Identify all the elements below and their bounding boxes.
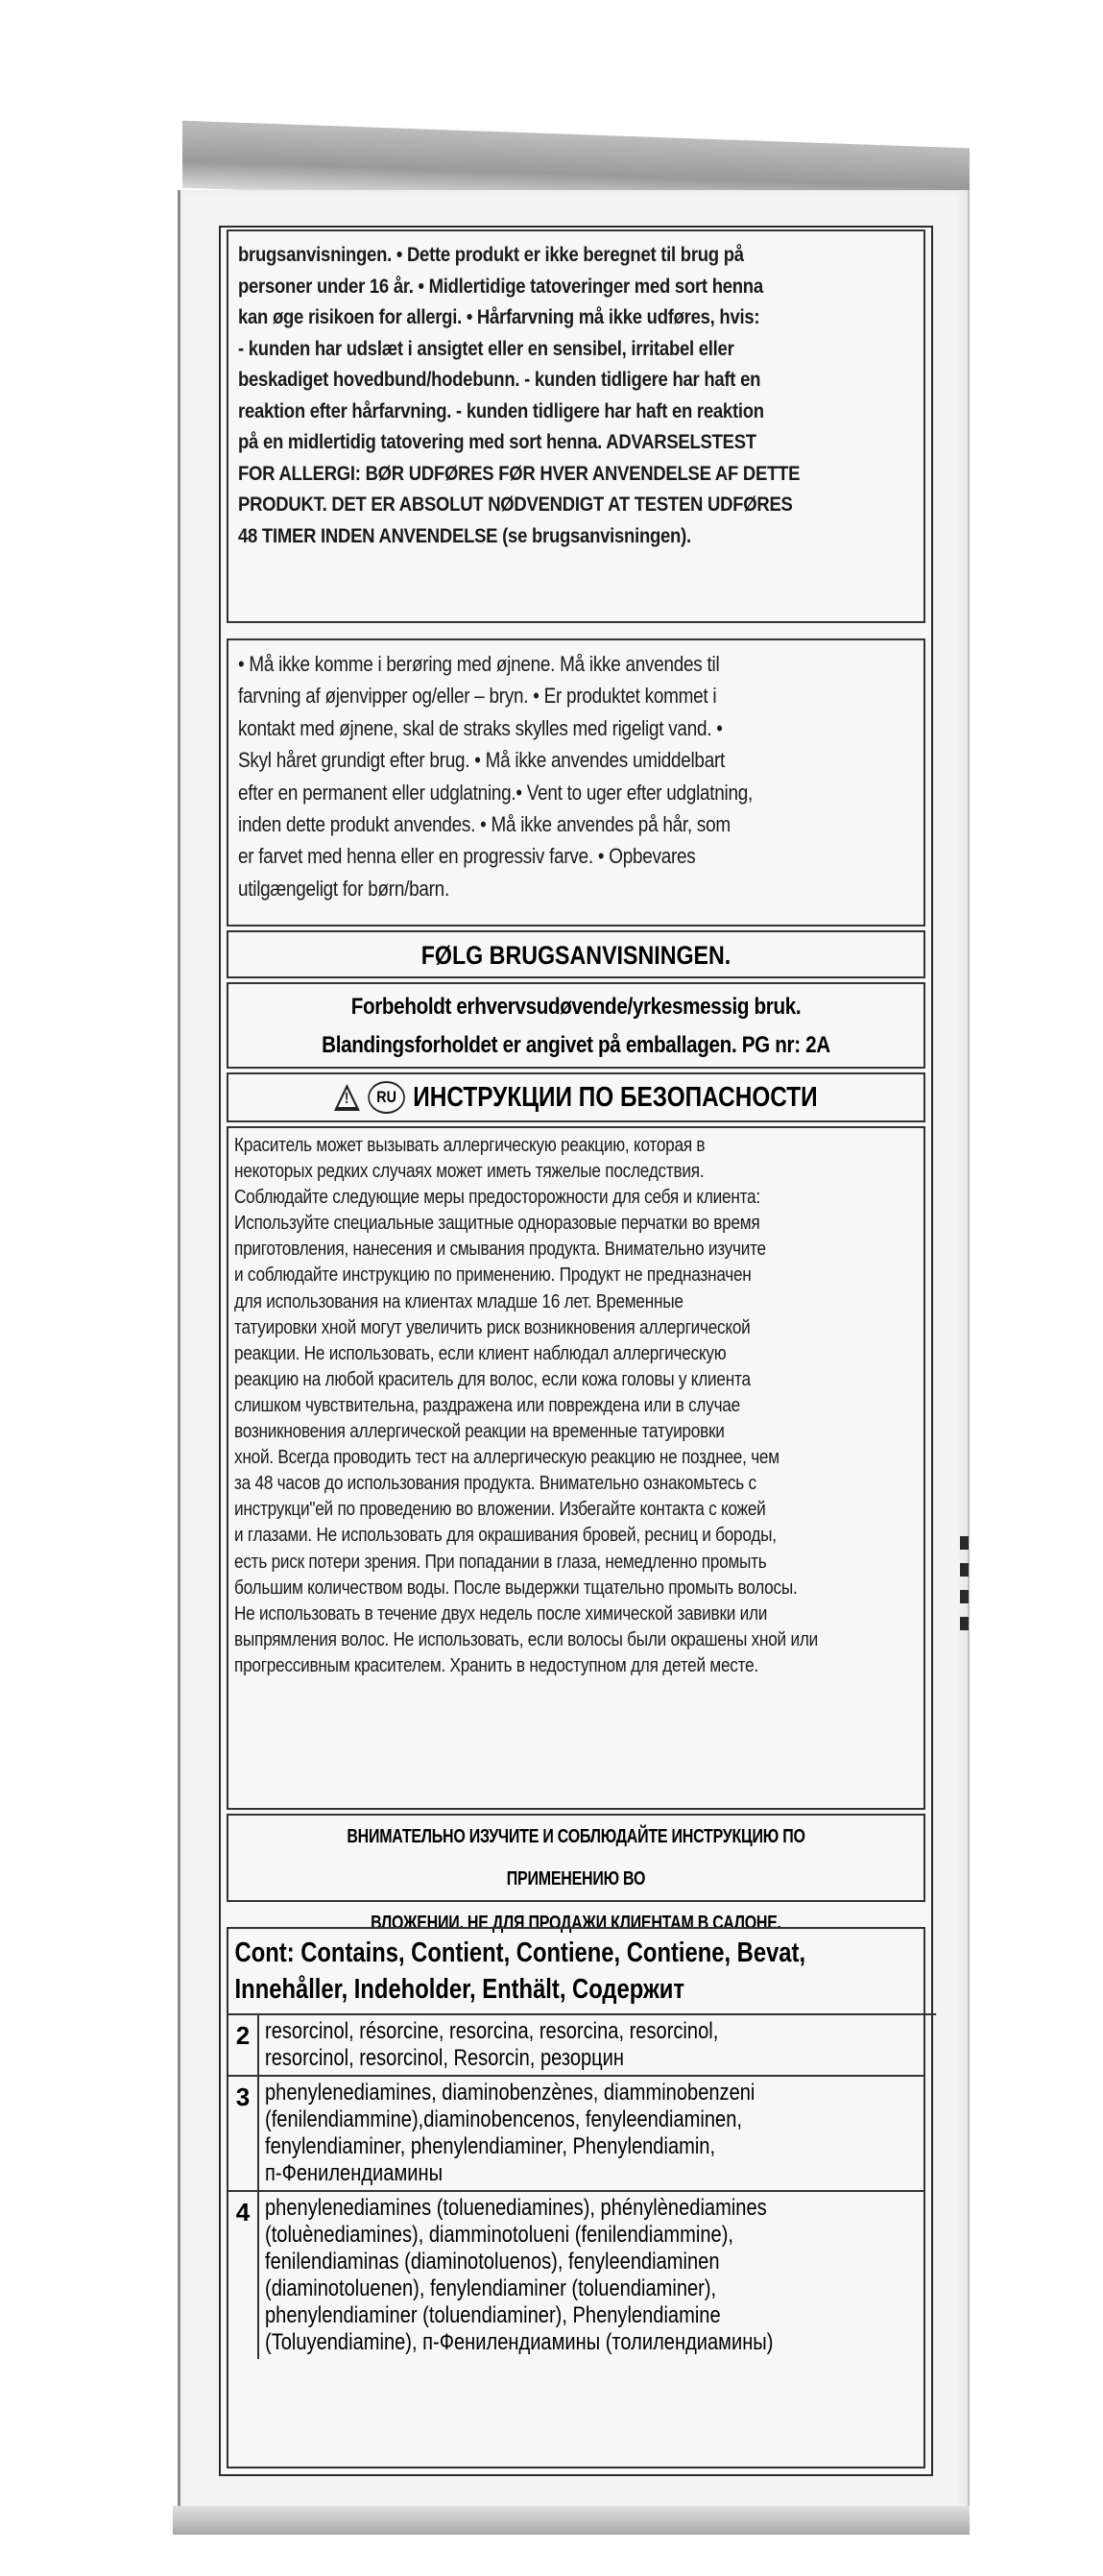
ru-header-section — [227, 1072, 925, 1122]
ingredient-line: (fenilendiammine),diaminobencenos, fenyleendiaminen, — [265, 2107, 742, 2132]
box-bottom-edge — [173, 2506, 970, 2535]
text-line: - kunden har udslæt i ansigtet eller en sensibel, irritabel eller — [238, 336, 734, 360]
table-row — [228, 2077, 923, 2192]
text-line: er farvet med henna eller en progressiv farve. • Opbevares — [238, 844, 696, 869]
text-line: farvning af øjenvipper og/eller – bryn. • Er produktet kommet i — [238, 684, 717, 709]
text-line: татуировки хной могут увеличить риск возникновения аллергической — [234, 1315, 751, 1338]
ru-safety-title: ИНСТРУКЦИИ ПО БЕЗОПАСНОСТИ — [413, 1081, 818, 1113]
text-line: beskadiget hovedbund/hodebunn. - kunden tidligere har haft en — [238, 368, 761, 391]
text-line: kontakt med øjnene, skal de straks skylles med rigeligt vand. • — [238, 715, 723, 740]
ru-notice-line-1: ВНИМАТЕЛЬНО ИЗУЧИТЕ И СОБЛЮДАЙТЕ ИНСТРУКЦИЮ ПО ПРИМЕНЕНИЮ ВО — [347, 1826, 805, 1890]
text-line: reaktion efter hårfarvning. - kunden tidligere har haft en reaktion — [238, 398, 764, 422]
follow-instructions-heading: FØLG BRUGSANVISNINGEN. — [420, 941, 731, 970]
text-line: Skyl håret grundigt efter brug. • Må ikke anvendes umiddelbart — [238, 748, 726, 773]
table-row — [228, 2015, 923, 2077]
text-line: personer under 16 år. • Midlertidige tatoveringer med sort henna — [238, 274, 763, 298]
text-line: и глазами. Не использовать для окрашивания бровей, ресниц и бороды, — [234, 1524, 777, 1547]
text-line: инструкци"ей по проведению во вложении. Избегайте контакта с кожей — [234, 1498, 766, 1521]
text-line: большим количеством воды. После выдержки тщательно промыть волосы. — [234, 1576, 798, 1599]
text-line: для использования на клиентах младше 16 лет. Временные — [234, 1289, 683, 1312]
text-line: FOR ALLERGI: BØR UDFØRES FØR HVER ANVENDELSE AF DETTE — [238, 461, 801, 485]
contents-table — [227, 1927, 925, 2468]
professional-line-2: Blandingsforholdet er angivet på emballagen. PG nr: 2A — [322, 1032, 830, 1058]
ingredient-line: resorcinol, resorcinol, Resorcin, резорцин — [265, 2045, 625, 2071]
ingredient-line: phenylendiaminer (toluendiaminer), Phenylendiamine — [265, 2302, 721, 2328]
text-line: brugsanvisningen. • Dette produkt er ikke beregnet til brug på — [238, 243, 744, 266]
text-line: возникновения аллергической реакции на временные татуировки — [234, 1420, 725, 1443]
contents-header — [228, 1929, 936, 2015]
text-line: реакции. Не использовать, если клиент наблюдал аллергическую — [234, 1341, 727, 1364]
professional-use-section — [227, 982, 925, 1069]
row-number: 3 — [228, 2077, 259, 2190]
text-line: 48 TIMER INDEN ANVENDELSE (se brugsanvisningen). — [238, 523, 691, 547]
ru-notice-section — [227, 1814, 925, 1934]
ingredient-line: phenylenediamines, diaminobenzènes, diamminobenzeni — [265, 2080, 755, 2106]
follow-instructions-section — [227, 930, 925, 978]
text-line: некоторых редких случаях может иметь тяжелые последствия. — [234, 1160, 705, 1183]
text-line: реакцию на любой краситель для волос, если кожа головы у клиента — [234, 1367, 751, 1390]
warning-icon: ! — [334, 1084, 360, 1111]
text-line: PRODUKT. DET ER ABSOLUT NØDVENDIGT AT TESTEN UDFØRES — [238, 493, 793, 516]
danish-warnings-section — [227, 229, 925, 623]
ingredient-line: resorcinol, résorcine, resorcina, resorcina, resorcinol, — [265, 2018, 719, 2044]
text-line: прогрессивным красителем. Хранить в недоступном для детей месте. — [234, 1653, 758, 1676]
contents-header-line: Cont: Contains, Contient, Contiene, Contiene, Bevat, — [234, 1938, 806, 1968]
text-line: kan øge risikoen for allergi. • Hårfarvning må ikke udføres, hvis: — [238, 305, 760, 328]
ingredient-line: (diaminotoluenen), fenylendiaminer (toluendiaminer), — [265, 2275, 717, 2301]
ingredient-line: (toluènediamines), diamminotolueni (fenilendiammine), — [265, 2222, 733, 2248]
text-line: и соблюдайте инструкцию по применению. Продукт не предназначен — [234, 1264, 752, 1287]
professional-line-1: Forbeholdt erhvervsudøvende/yrkesmessig bruk. — [350, 994, 802, 1020]
ru-language-badge: RU — [368, 1081, 405, 1114]
ru-notice-line-2: ВЛОЖЕНИИ. НЕ ДЛЯ ПРОДАЖИ КЛИЕНТАМ В САЛОНЕ. — [371, 1913, 781, 1934]
label-panel — [219, 226, 933, 2476]
text-line: inden dette produkt anvendes. • Må ikke anvendes på hår, som — [238, 812, 731, 837]
ingredient-line: fenylendiaminer, phenylendiaminer, Phenylendiamin, — [265, 2133, 716, 2159]
danish-eye-warnings-section — [227, 638, 925, 927]
text-line: Используйте специальные защитные одноразовые перчатки во время — [234, 1212, 760, 1235]
text-line: Не использовать в течение двух недель после химической завивки или — [234, 1601, 768, 1625]
ingredient-line: phenylenediamines (toluenediamines), phénylènediamines — [265, 2195, 767, 2221]
text-line: efter en permanent eller udglatning.• Vent to uger efter udglatning, — [238, 780, 754, 805]
text-line: выпрямления волос. Не использовать, если волосы были окрашены хной или — [234, 1627, 818, 1650]
table-row — [228, 2192, 923, 2359]
ingredient-line: fenilendiaminas (diaminotoluenos), fenyleendiaminen — [265, 2249, 720, 2275]
registration-marks — [960, 1536, 971, 1644]
contents-header-line: Innehåller, Indeholder, Enthält, Содержит — [234, 1974, 685, 2005]
text-line: Соблюдайте следующие меры предосторожности для себя и клиента: — [234, 1186, 760, 1209]
text-line: за 48 часов до использования продукта. Внимательно ознакомьтесь с — [234, 1472, 756, 1495]
ingredient-line: (Toluyendiamine), п-Фенилендиамины (толилендиамины) — [265, 2329, 774, 2355]
text-line: Краситель может вызывать аллергическую реакцию, которая в — [234, 1134, 706, 1156]
ru-safety-text-section — [227, 1126, 925, 1810]
ingredient-line: п-Фенилендиамины — [265, 2160, 444, 2186]
row-number: 4 — [228, 2192, 259, 2359]
text-line: • Må ikke komme i berøring med øjnene. Må ikke anvendes til — [238, 652, 720, 676]
row-number: 2 — [228, 2015, 259, 2075]
text-line: приготовления, нанесения и смывания продукта. Внимательно изучите — [234, 1238, 766, 1261]
text-line: хной. Всегда проводить тест на аллергическую реакцию не позднее, чем — [234, 1446, 779, 1469]
text-line: слишком чувствительна, раздражена или повреждена или в случае — [234, 1393, 740, 1416]
text-line: есть риск потери зрения. При попадании в глаза, немедленно промыть — [234, 1550, 767, 1573]
text-line: på en midlertidig tatovering med sort henna. ADVARSELSTEST — [238, 430, 756, 453]
text-line: utilgængeligt for børn/barn. — [238, 876, 449, 901]
